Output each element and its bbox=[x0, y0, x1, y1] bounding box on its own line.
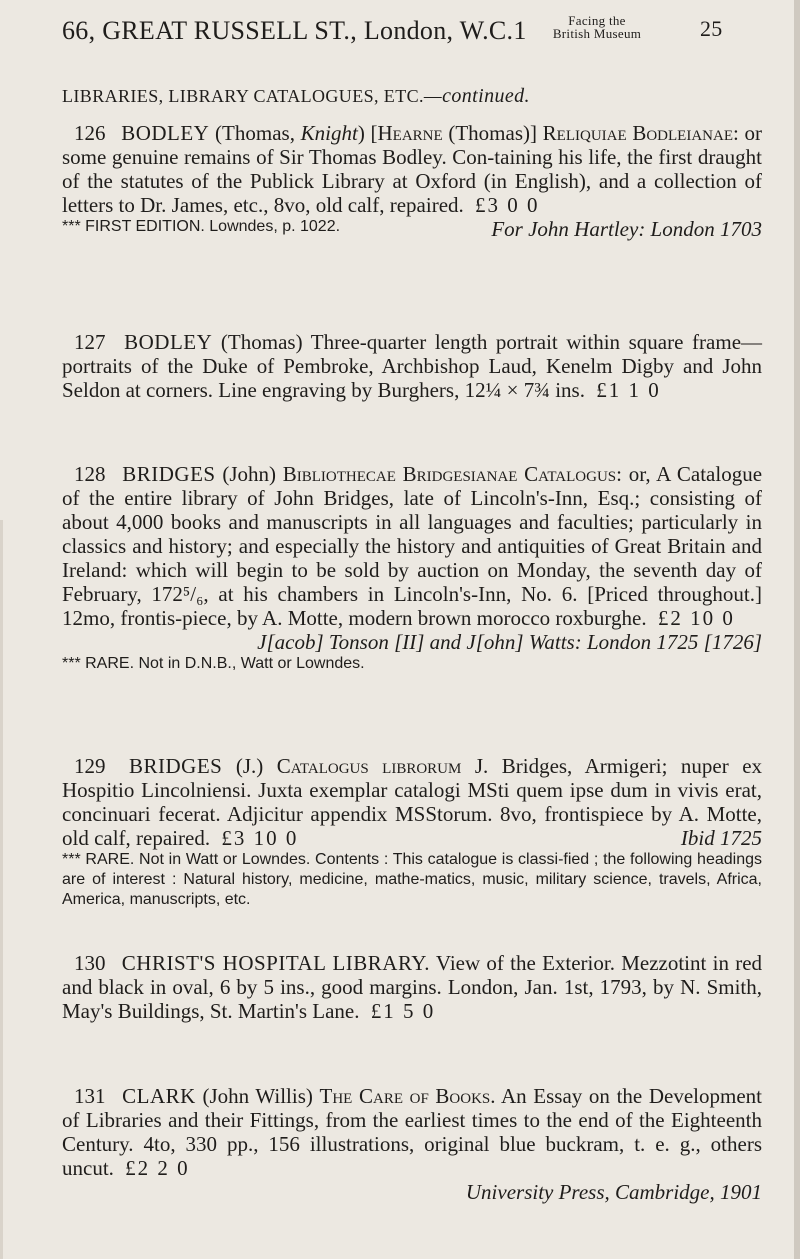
entry-price: £3 0 0 bbox=[475, 193, 540, 217]
entry-note: *** RARE. Not in D.N.B., Watt or Lowndes. bbox=[62, 655, 365, 672]
entry-description: J. Bridges, Armigeri; nuper ex Hospitio Lincolniensi. Juxta exemplar catalogi MSti quem ipse dum in vivis erat, concinuari fecerat. Adjicitur appendix MSStorum. 8vo, frontispiece by A. Motte, old calf, repaired. bbox=[62, 754, 763, 850]
binding-edge bbox=[0, 520, 3, 1259]
entry-title: Catalogus librorum bbox=[276, 754, 462, 778]
entry-126 bbox=[62, 121, 762, 241]
entry-128 bbox=[62, 462, 762, 674]
entry-title: Reliquiae Bodleianae bbox=[542, 121, 733, 145]
section-title-caps: LIBRARIES, LIBRARY CATALOGUES, ETC. bbox=[62, 86, 424, 106]
entry-imprint: University Press, Cambridge, 1901 bbox=[465, 1180, 762, 1204]
entry-note: *** RARE. Not in Watt or Lowndes. Contents : This catalogue is classi-fied ; the following headings are of interest : Natural history, medicine, mathe-matics, music, military science, travels, Africa, America, manuscripts, etc. bbox=[62, 851, 762, 908]
entry-imprint: Ibid 1725 bbox=[680, 826, 762, 850]
entry-name: CHRIST'S HOSPITAL LIBRARY. bbox=[121, 951, 431, 975]
entry-description: (Thomas) Three-quarter length portrait within square frame—portraits of the Duke of Pembroke, Archbishop Laud, Kenelm Digby and John Seldon at corners. Line engraving by Burghers, 12¼ × 7¾ ins. bbox=[62, 330, 763, 402]
entry-note: *** FIRST EDITION. Lowndes, p. 1022. bbox=[62, 218, 341, 235]
entry-text: (Thomas, bbox=[215, 121, 295, 145]
entry-text: ) [ bbox=[357, 121, 378, 145]
entry-number: 131 bbox=[74, 1084, 106, 1108]
entry-title: The Care of Books. bbox=[319, 1084, 496, 1108]
header-facing bbox=[542, 14, 652, 40]
entry-text: (J.) bbox=[235, 754, 264, 778]
entry-italic: Knight bbox=[300, 121, 358, 145]
entry-131 bbox=[62, 1084, 762, 1204]
entry-price: £3 10 0 bbox=[221, 826, 299, 850]
entry-description: View of the Exterior. Mezzotint in red and black in oval, 6 by 5 ins., good margins. London, Jan. 1st, 1793, by N. Smith, May's Buildings, St. Martin's Lane. bbox=[62, 951, 763, 1023]
page-header bbox=[62, 14, 762, 54]
entry-text: (Thomas)] bbox=[442, 121, 543, 145]
entry-description: An Essay on the Development of Libraries and their Fittings, from the earliest times to the end of the Eighteenth Century. 4to, 330 pp., 156 illustrations, original blue buckram, t. e. g., others uncut. bbox=[62, 1084, 762, 1180]
entry-text: (John Willis) bbox=[202, 1084, 313, 1108]
entry-description: : or some genuine remains of Sir Thomas Bodley. Con-taining his life, the first draught of the statutes of the Publick Library at Oxford (in English), and a collection of letters to Dr. James, etc., 8vo, old calf, repaired. bbox=[62, 121, 763, 217]
entry-number: 126 bbox=[74, 121, 106, 145]
entry-price: £2 2 0 bbox=[125, 1156, 190, 1180]
entry-name: BODLEY bbox=[124, 330, 213, 354]
entry-number: 129 bbox=[74, 754, 106, 778]
entry-imprint: For John Hartley: London 1703 bbox=[491, 217, 762, 241]
entry-129 bbox=[62, 754, 762, 910]
header-address: 66, GREAT RUSSELL ST., London, W.C.1 bbox=[62, 16, 527, 45]
entry-price: £1 1 0 bbox=[596, 378, 661, 402]
entry-number: 127 bbox=[74, 330, 106, 354]
section-title bbox=[62, 85, 762, 108]
facing-line-2: British Museum bbox=[552, 26, 642, 41]
entry-text: (John) bbox=[222, 462, 276, 486]
entry-name: BRIDGES bbox=[122, 462, 216, 486]
entry-name: BODLEY bbox=[121, 121, 210, 145]
page-number: 25 bbox=[700, 16, 723, 41]
entry-name: CLARK bbox=[122, 1084, 196, 1108]
entry-number: 128 bbox=[74, 462, 106, 486]
section-title-continued: —continued. bbox=[423, 85, 530, 107]
entry-smallcaps: Hearne bbox=[377, 121, 443, 145]
entry-127 bbox=[62, 330, 762, 402]
entry-number: 130 bbox=[74, 951, 106, 975]
entry-description: : or, A Catalogue of the entire library of John Bridges, late of Lincoln's-Inn, Esq.; consisting of about 4,000 books and manuscripts in all languages and faculties; particularly in classics and history; and especially the history and antiquities of Great Britain and Ireland: which will begin to be sold by auction on Monday, the seventh day of February, 172⁵/₆, at his chambers in Lincoln's-Inn, No. 6. [Priced throughout.] 12mo, frontis-piece, by A. Motte, modern brown morocco roxburghe. bbox=[62, 462, 763, 630]
entry-price: £2 10 0 bbox=[657, 606, 735, 630]
entry-title: Bibliothecae Bridgesianae Catalogus bbox=[282, 462, 617, 486]
entry-130 bbox=[62, 951, 762, 1023]
entry-name: BRIDGES bbox=[128, 754, 223, 778]
entry-imprint: J[acob] Tonson [II] and J[ohn] Watts: London 1725 [1726] bbox=[257, 630, 762, 654]
entry-price: £1 5 0 bbox=[370, 999, 436, 1023]
page-edge bbox=[794, 0, 800, 1259]
facing-line-1: Facing the bbox=[568, 13, 626, 28]
